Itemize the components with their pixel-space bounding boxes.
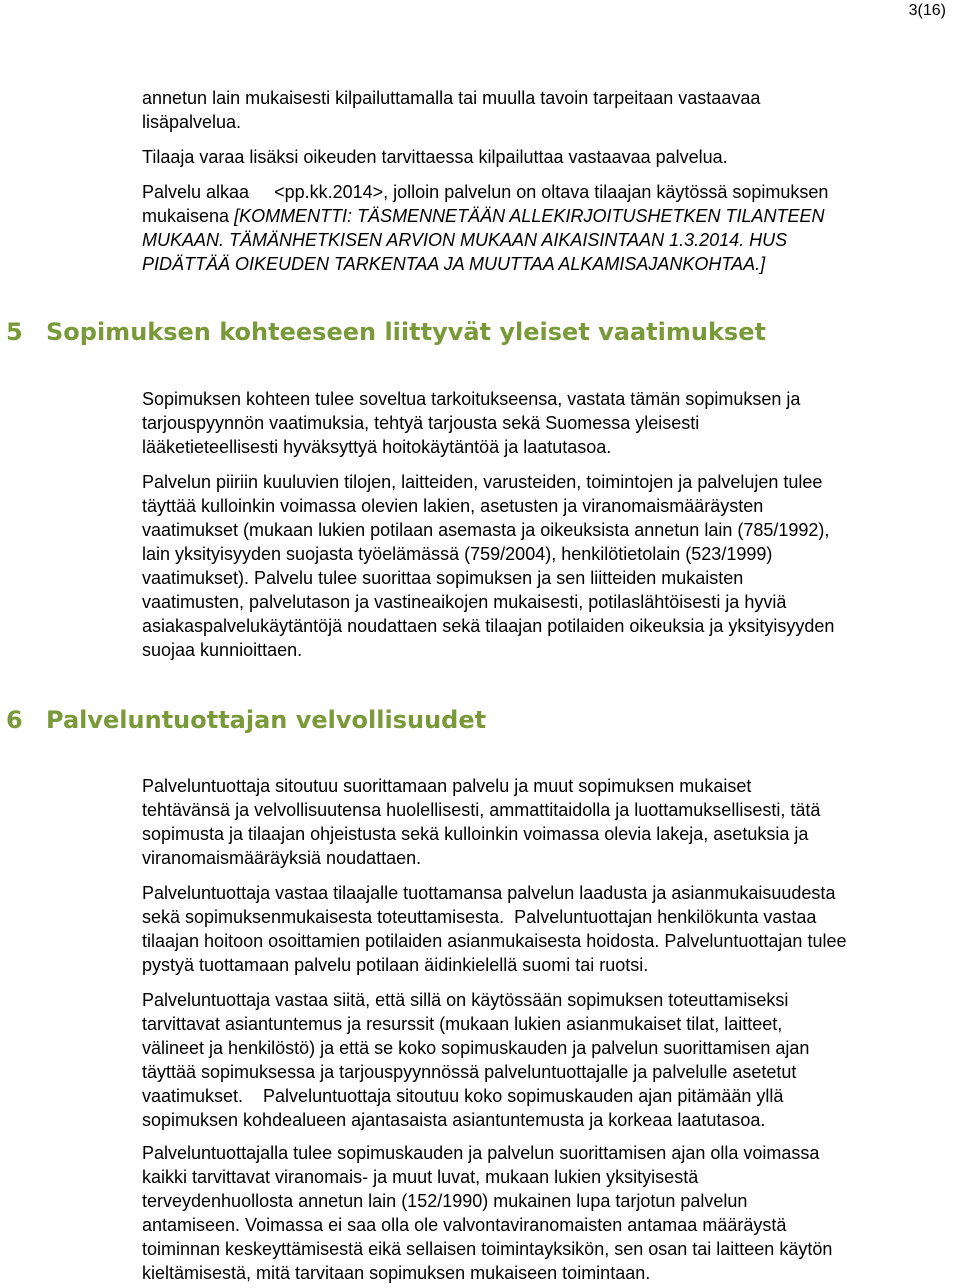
section-title: Palveluntuottajan velvollisuudet	[46, 706, 487, 734]
section6-paragraph-3	[142, 988, 954, 1132]
section-heading-5	[6, 318, 766, 346]
text-line: vaatimukset (mukaan lukien potilaan asemasta ja oikeuksista annetun lain (785/1992),	[142, 520, 830, 540]
text-line: tarjouspyynnön vaatimuksia, tehtyä tarjousta sekä Suomessa yleisesti	[142, 413, 700, 433]
text-line: Palvelun piiriin kuuluvien tilojen, laitteiden, varusteiden, toimintojen ja palvelujen tulee	[142, 472, 823, 492]
text-line: vaatimukset). Palvelu tulee suorittaa sopimuksen ja sen liitteiden mukaisten	[142, 568, 744, 588]
comment-text: PIDÄTTÄÄ OIKEUDEN TARKENTAA JA MUUTTAA ALKAMISAJANKOHTAA.]	[142, 254, 766, 274]
comment-text: MUKAAN. TÄMÄNHETKISEN ARVION MUKAAN AIKAISINTAAN 1.3.2014. HUS	[142, 230, 788, 250]
text-line: sopimusta ja tilaajan ohjeistusta sekä kulloinkin voimassa olevia lakeja, asetuksia ja	[142, 824, 809, 844]
text-line: pystyä tuottamaan palvelu potilaan äidinkielellä suomi tai ruotsi.	[142, 955, 649, 975]
section6-paragraph-4	[142, 1141, 954, 1285]
text-line: täyttää kulloinkin voimassa olevien lakien, asetusten ja viranomaismääräysten	[142, 496, 764, 516]
intro-paragraph-1	[142, 86, 954, 134]
section5-paragraph-2	[142, 470, 954, 662]
text-line: kaikki tarvittavat viranomais- ja muut luvat, mukaan lukien yksityisestä	[142, 1167, 699, 1187]
text-line: lisäpalvelua.	[142, 112, 242, 132]
section6-paragraph-1	[142, 774, 954, 870]
text-line: vaatimukset. Palveluntuottaja sitoutuu koko sopimuskauden ajan pitämään yllä	[142, 1086, 784, 1106]
text-line: toiminnan keskeyttämisestä eikä sellaisen toimintayksikön, sen osan tai laitteen käytön	[142, 1239, 833, 1259]
text-line: lääketieteellisesti hyväksyttyä hoitokäytäntöä ja laatutasoa.	[142, 437, 612, 457]
text-line: tarvittavat asiantuntemus ja resurssit (mukaan lukien asianmukaiset tilat, laitteet,	[142, 1014, 783, 1034]
text-line: viranomaismääräyksiä noudattaen.	[142, 848, 422, 868]
comment-text: [KOMMENTTI: TÄSMENNETÄÄN ALLEKIRJOITUSHETKEN TILANTEEN	[234, 206, 825, 226]
text-line: Palveluntuottaja vastaa tilaajalle tuottamansa palvelun laadusta ja asianmukaisuudesta	[142, 883, 836, 903]
text-line: Palveluntuottaja sitoutuu suorittamaan palvelu ja muut sopimuksen mukaiset	[142, 776, 752, 796]
section-number: 5	[6, 318, 23, 346]
text-line: lain yksityisyyden suojasta työelämässä (759/2004), henkilötietolain (523/1999)	[142, 544, 773, 564]
text-plain: mukaisena	[142, 206, 235, 226]
text-line-mixed	[142, 204, 954, 228]
page-number: 3(16)	[908, 2, 946, 19]
text-line: tilaajan hoitoon osoittamien potilaiden asianmukaisesta hoidosta. Palveluntuottajan tulee	[142, 931, 847, 951]
text-line: Tilaaja varaa lisäksi oikeuden tarvittaessa kilpailuttaa vastaavaa palvelua.	[142, 147, 728, 167]
intro-paragraph-3	[142, 180, 954, 276]
text-line: suojaa kunnioittaen.	[142, 640, 303, 660]
section5-paragraph-1	[142, 387, 954, 459]
text-line: asiakaspalvelukäytäntöjä noudattaen sekä tilaajan potilaiden oikeuksia ja yksityisyyden	[142, 616, 835, 636]
section-title: Sopimuksen kohteeseen liittyvät yleiset vaatimukset	[46, 318, 766, 346]
text-line: täyttää sopimuksessa ja tarjouspyynnössä palveluntuottajalle ja palvelulle asetetut	[142, 1062, 797, 1082]
text-line: Palveluntuottajalla tulee sopimuskauden ja palvelun suorittamisen ajan olla voimassa	[142, 1143, 820, 1163]
text-line: Palveluntuottaja vastaa siitä, että sillä on käytössään sopimuksen toteuttamiseksi	[142, 990, 789, 1010]
text-line: vaatimusten, palvelutason ja vastineaikojen mukaisesti, potilaslähtöisesti ja hyviä	[142, 592, 787, 612]
text-line: sekä sopimuksenmukaisesta toteuttamisesta. Palveluntuottajan henkilökunta vastaa	[142, 907, 817, 927]
text-line: sopimuksen kohdealueen ajantasaista asiantuntemusta ja korkeaa laatutasoa.	[142, 1110, 766, 1130]
text-line: antamiseen. Voimassa ei saa olla ole valvontaviranomaisten antamaa määräystä	[142, 1215, 787, 1235]
text-line: terveydenhuollosta annetun lain (152/1990) mukainen lupa tarjotun palvelun	[142, 1191, 748, 1211]
text-line: annetun lain mukaisesti kilpailuttamalla tai muulla tavoin tarpeitaan vastaavaa	[142, 88, 761, 108]
text-line: kieltämisestä, mitä tarvitaan sopimuksen mukaiseen toimintaan.	[142, 1263, 651, 1283]
section-heading-6	[6, 706, 486, 734]
section6-paragraph-2	[142, 881, 954, 977]
text-line: Palvelu alkaa <pp.kk.2014>, jolloin palvelun on oltava tilaajan käytössä sopimuksen	[142, 182, 829, 202]
text-line: Sopimuksen kohteen tulee soveltua tarkoitukseensa, vastata tämän sopimuksen ja	[142, 389, 801, 409]
text-line: välineet ja henkilöstö) ja että se koko sopimuskauden ja palvelun suorittamisen ajan	[142, 1038, 810, 1058]
intro-paragraph-2	[142, 145, 954, 169]
text-line: tehtävänsä ja velvollisuutensa huolellisesti, ammattitaidolla ja luottamuksellisesti, tätä	[142, 800, 821, 820]
section-number: 6	[6, 706, 23, 734]
